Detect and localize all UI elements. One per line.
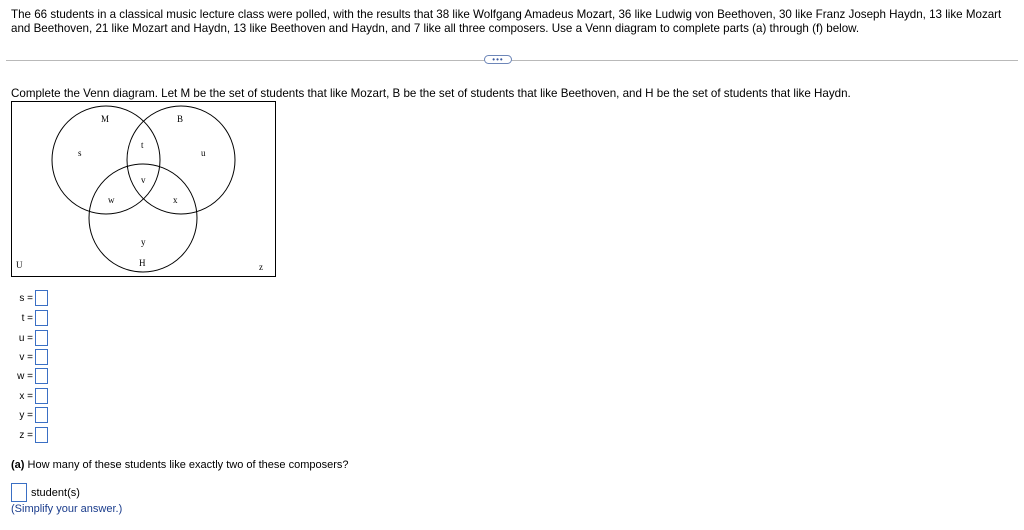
set-label-m: M xyxy=(101,114,110,124)
part-a-answer xyxy=(11,483,80,502)
answer-row-x xyxy=(11,387,71,405)
region-label-x: x xyxy=(173,195,178,205)
answer-row-s xyxy=(11,289,71,307)
answer-input-s[interactable] xyxy=(35,290,48,306)
region-label-w: w xyxy=(108,195,115,205)
region-label-u: u xyxy=(201,148,206,158)
answer-input-y[interactable] xyxy=(35,407,48,423)
answer-row-v xyxy=(11,348,71,366)
answer-row-y xyxy=(11,406,71,424)
region-label-s: s xyxy=(78,148,82,158)
part-a-unit: student(s) xyxy=(31,486,80,499)
part-a-question xyxy=(11,459,349,471)
instruction-text: Complete the Venn diagram. Let M be the set of students that like Mozart, B be the set of students that like Beethoven, and H be the set of students that like Haydn. xyxy=(11,87,851,100)
venn-diagram xyxy=(11,101,277,279)
problem-statement: The 66 students in a classical music lecture class were polled, with the results that 38 like Wolfgang Amadeus Mozart, 36 like Ludwig von Beethoven, 30 like Franz Joseph Haydn, 13 like Mozart and Beethoven, 21 like Mozart and Haydn, 13 like Beethoven and Haydn, and 7 like all three composers. Use a Venn diagram to complete parts (a) through (f) below. xyxy=(11,8,1002,35)
answer-label-x: x = xyxy=(19,390,33,402)
set-label-b: B xyxy=(177,114,184,124)
answer-label-w: w = xyxy=(17,370,33,382)
section-divider xyxy=(6,60,1018,61)
answer-label-v: v = xyxy=(19,351,33,363)
answer-input-u[interactable] xyxy=(35,330,48,346)
region-label-y: y xyxy=(141,237,146,247)
region-label-z: z xyxy=(259,262,263,272)
part-a-tag: (a) xyxy=(11,459,25,471)
answer-input-z[interactable] xyxy=(35,427,48,443)
answer-input-w[interactable] xyxy=(35,368,48,384)
answer-label-y: y = xyxy=(19,409,33,421)
answer-input-v[interactable] xyxy=(35,349,48,365)
more-button[interactable]: ••• xyxy=(484,55,512,64)
answer-label-t: t = xyxy=(21,312,33,324)
set-label-u: U xyxy=(16,260,23,270)
answer-label-z: z = xyxy=(19,429,33,441)
simplify-hint: (Simplify your answer.) xyxy=(11,503,123,515)
part-a-text: How many of these students like exactly two of these composers? xyxy=(24,459,349,471)
answer-label-s: s = xyxy=(19,292,33,304)
answer-row-u xyxy=(11,329,71,347)
answer-input-x[interactable] xyxy=(35,388,48,404)
answer-row-w xyxy=(11,367,71,385)
answer-input-t[interactable] xyxy=(35,310,48,326)
universal-set-rect xyxy=(12,102,276,277)
region-label-t: t xyxy=(141,140,144,150)
part-a-input[interactable] xyxy=(11,483,27,502)
region-label-v: v xyxy=(141,175,146,185)
answer-row-t xyxy=(11,309,71,327)
answer-label-u: u = xyxy=(18,332,33,344)
set-label-h: H xyxy=(139,258,146,268)
answer-row-z xyxy=(11,426,71,444)
